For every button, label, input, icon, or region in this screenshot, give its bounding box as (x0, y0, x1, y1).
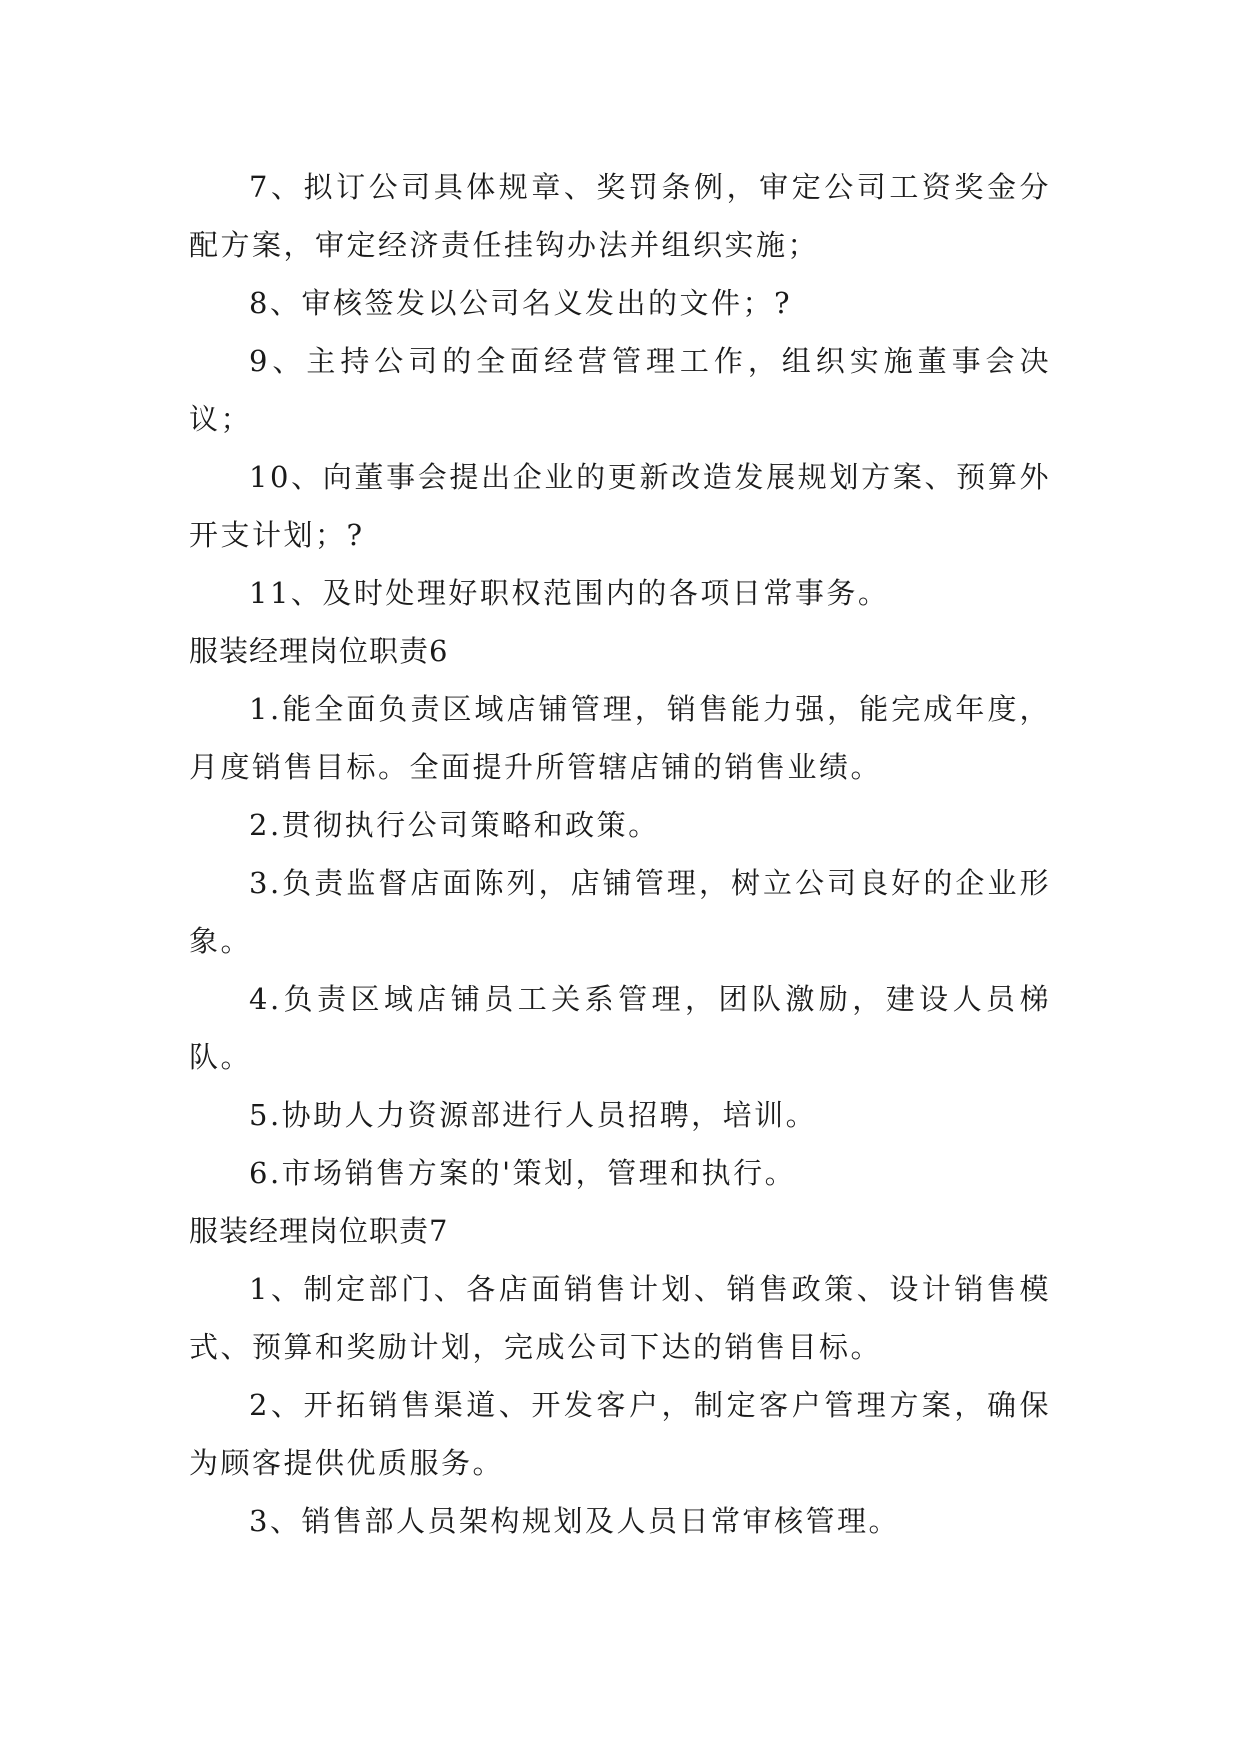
paragraph-item: 11、及时处理好职权范围内的各项日常事务。 (249, 576, 890, 610)
paragraph-item: 1、制定部门、各店面销售计划、销售政策、设计销售模式、预算和奖励计划，完成公司下达的销售目标。 (189, 1272, 1051, 1364)
section-heading: 服装经理岗位职责6 (189, 634, 449, 668)
paragraph-item: 2、开拓销售渠道、开发客户，制定客户管理方案，确保为顾客提供优质服务。 (189, 1388, 1051, 1480)
paragraph-item: 10、向董事会提出企业的更新改造发展规划方案、预算外开支计划；? (189, 460, 1051, 552)
section-heading: 服装经理岗位职责7 (189, 1214, 449, 1248)
paragraph-item: 7、拟订公司具体规章、奖罚条例，审定公司工资奖金分配方案，审定经济责任挂钩办法并组织实施； (189, 170, 1051, 262)
paragraph-item: 1.能全面负责区域店铺管理，销售能力强，能完成年度，月度销售目标。全面提升所管辖店铺的销售业绩。 (189, 692, 1051, 784)
paragraph-item: 4.负责区域店铺员工关系管理，团队激励，建设人员梯队。 (189, 982, 1051, 1074)
paragraph-item: 3、销售部人员架构规划及人员日常审核管理。 (249, 1504, 900, 1538)
document-body (189, 158, 1051, 1550)
paragraph-item: 8、审核签发以公司名义发出的文件；? (249, 286, 792, 320)
paragraph-item: 2.贯彻执行公司策略和政策。 (249, 808, 660, 842)
paragraph-item: 3.负责监督店面陈列，店铺管理，树立公司良好的企业形象。 (189, 866, 1051, 958)
paragraph-item: 9、主持公司的全面经营管理工作，组织实施董事会决议； (189, 344, 1051, 436)
paragraph-item: 6.市场销售方案的'策划，管理和执行。 (249, 1156, 797, 1190)
paragraph-item: 5.协助人力资源部进行人员招聘，培训。 (249, 1098, 818, 1132)
